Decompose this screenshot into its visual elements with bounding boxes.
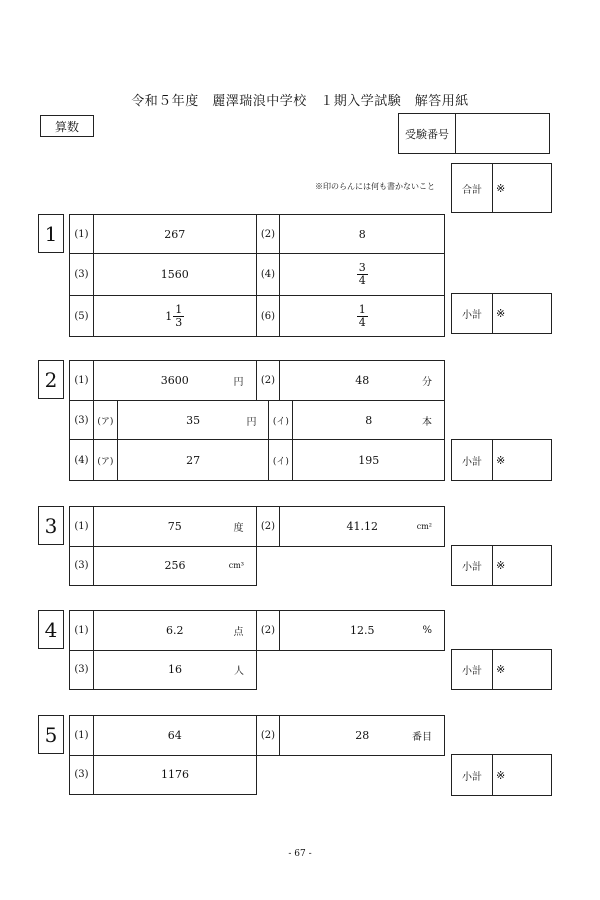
q2-answer-1-value: 3600	[160, 374, 189, 387]
q3-answer-2-value: 41.12	[346, 520, 378, 533]
q4-answer-2-unit: %	[422, 625, 432, 636]
q1-subtotal-box	[451, 293, 552, 334]
q3-part-1-label: (1)	[70, 507, 94, 547]
q2-subtotal-label: 小計	[452, 440, 493, 480]
q1-part-4-label: (4)	[257, 254, 281, 296]
q2-answer-2-unit: 分	[422, 377, 432, 388]
page-title: 令和５年度 麗澤瑞浪中学校 １期入学試験 解答用紙	[131, 94, 469, 109]
q3-answer-2-unit: cm²	[416, 522, 432, 531]
q5-answer-3[interactable]	[94, 754, 257, 795]
q2-3-sub-a-label: (ア)	[94, 401, 118, 440]
subject-label: 算数	[40, 115, 94, 137]
q4-part-1-label: (1)	[70, 611, 94, 651]
q4-answer-3-value: 16	[168, 662, 182, 676]
total-label: 合計	[452, 164, 493, 212]
exam-number-field[interactable]	[456, 114, 549, 153]
q1-part-6-label: (6)	[257, 296, 281, 337]
q5-subtotal-mark: ※	[496, 768, 506, 782]
q3-subtotal-box	[451, 545, 552, 586]
q1-answer-2-value: 8	[358, 227, 366, 241]
question-1-answers	[69, 214, 445, 337]
q2-answer-3a-value: 35	[186, 413, 201, 427]
q1-answer-6-fraction	[357, 304, 368, 328]
q1-answer-4-denominator: 4	[358, 274, 366, 287]
q1-answer-2[interactable]	[280, 215, 445, 254]
q3-answer-1-value: 75	[167, 520, 182, 533]
q2-3-sub-b-label: (イ)	[269, 401, 293, 440]
q2-subtotal-mark: ※	[496, 453, 506, 467]
q2-answer-4a-value: 27	[186, 453, 201, 467]
question-4-number: 4	[38, 610, 64, 649]
q4-subtotal-box	[451, 649, 552, 690]
q5-answer-2[interactable]	[280, 716, 445, 756]
q3-subtotal-label: 小計	[452, 546, 493, 585]
q2-answer-2-value: 48	[355, 374, 370, 387]
q5-part-1-label: (1)	[70, 716, 94, 756]
q4-answer-2-value: 12.5	[349, 624, 375, 637]
q2-part-2-label: (2)	[257, 361, 281, 401]
q5-subtotal-box	[451, 754, 552, 796]
q1-part-1-label: (1)	[70, 215, 94, 254]
q4-answer-2[interactable]	[280, 611, 445, 651]
q3-answer-1[interactable]	[94, 507, 257, 547]
q1-answer-5-whole: 1	[165, 309, 173, 323]
q2-4-sub-b-label: (イ)	[269, 440, 293, 481]
q1-answer-5-mixed-number	[165, 304, 184, 328]
q1-answer-5-denominator: 3	[175, 315, 183, 329]
q1-subtotal-label: 小計	[452, 294, 493, 333]
question-4-answers-row-1	[69, 610, 445, 651]
q1-part-2-label: (2)	[257, 215, 281, 254]
question-3-answers-row-2	[69, 545, 257, 586]
q4-subtotal-label: 小計	[452, 650, 493, 689]
q2-answer-4b[interactable]	[293, 440, 445, 481]
question-5-answers-row-2	[69, 754, 257, 795]
q2-part-3-label: (3)	[70, 401, 94, 440]
q4-part-3-label: (3)	[70, 649, 94, 690]
q1-answer-5[interactable]	[94, 296, 257, 337]
q1-answer-1[interactable]	[94, 215, 257, 254]
q4-answer-1-unit: 点	[233, 627, 244, 638]
q5-part-3-label: (3)	[70, 754, 94, 795]
q1-answer-4[interactable]	[280, 254, 445, 296]
total-mark: ※	[496, 181, 506, 195]
q1-answer-4-fraction	[357, 262, 368, 286]
q5-answer-1-value: 64	[167, 729, 182, 742]
q1-part-3-label: (3)	[70, 254, 94, 296]
q1-answer-3-value: 1560	[160, 268, 189, 281]
page-number: - 67 -	[288, 849, 312, 859]
instruction-note: ※印のらんには何も書かないこと	[315, 182, 435, 191]
q2-answer-3a-unit: 円	[246, 416, 257, 428]
q3-answer-3[interactable]	[94, 545, 257, 586]
q2-4-sub-a-label: (ア)	[94, 440, 118, 481]
question-3-answers-row-1	[69, 506, 445, 547]
question-5-number: 5	[38, 715, 64, 754]
exam-number-label: 受験番号	[399, 114, 456, 153]
q2-part-4-label: (4)	[70, 440, 94, 481]
q1-answer-5-numerator: 1	[175, 302, 183, 316]
question-4-answers-row-2	[69, 649, 257, 690]
q1-part-5-label: (5)	[70, 296, 94, 337]
question-2-number: 2	[38, 360, 64, 399]
q4-subtotal-mark: ※	[496, 663, 506, 676]
q1-answer-4-numerator: 3	[358, 261, 366, 275]
q3-part-2-label: (2)	[257, 507, 281, 547]
q3-part-3-label: (3)	[70, 545, 94, 586]
q4-answer-1-value: 6.2	[165, 624, 184, 637]
q2-answer-1[interactable]	[94, 361, 257, 401]
q2-answer-4a[interactable]	[118, 440, 270, 481]
q5-subtotal-label: 小計	[452, 755, 493, 795]
q2-answer-3b-value: 8	[365, 413, 373, 427]
q4-answer-3-unit: 人	[234, 665, 244, 677]
question-1-number: 1	[38, 214, 64, 253]
exam-number-box	[398, 113, 550, 154]
q5-answer-2-value: 28	[355, 729, 370, 742]
q1-subtotal-mark: ※	[496, 307, 506, 320]
q1-answer-6-denominator: 4	[358, 315, 366, 329]
q3-answer-3-value: 256	[164, 558, 186, 572]
question-5-answers-row-1	[69, 715, 445, 756]
q3-answer-3-unit: cm³	[228, 560, 244, 570]
q5-answer-1[interactable]	[94, 716, 257, 756]
q2-subtotal-box	[451, 439, 552, 481]
q2-answer-1-unit: 円	[233, 377, 244, 388]
q2-answer-2[interactable]	[280, 361, 445, 401]
q5-answer-3-value: 1176	[161, 767, 189, 781]
q2-answer-3a[interactable]	[118, 401, 270, 440]
q2-answer-4b-value: 195	[358, 453, 380, 467]
q2-answer-3b-unit: 本	[422, 416, 432, 428]
q3-answer-2[interactable]	[280, 507, 445, 547]
q2-answer-3b[interactable]	[293, 401, 445, 440]
q3-subtotal-mark: ※	[496, 559, 506, 572]
q1-answer-3[interactable]	[94, 254, 257, 296]
q1-answer-6[interactable]	[280, 296, 445, 337]
question-2-answers	[69, 360, 445, 481]
q5-part-2-label: (2)	[257, 716, 281, 756]
q4-answer-1[interactable]	[94, 611, 257, 651]
total-score-box	[451, 163, 552, 213]
q2-part-1-label: (1)	[70, 361, 94, 401]
q1-answer-1-value: 267	[164, 227, 186, 241]
q3-answer-1-unit: 度	[233, 523, 244, 534]
q4-answer-3[interactable]	[94, 649, 257, 690]
q1-answer-6-numerator: 1	[358, 302, 366, 316]
q5-answer-2-unit: 番目	[412, 732, 432, 743]
question-3-number: 3	[38, 506, 64, 545]
q4-part-2-label: (2)	[257, 611, 281, 651]
